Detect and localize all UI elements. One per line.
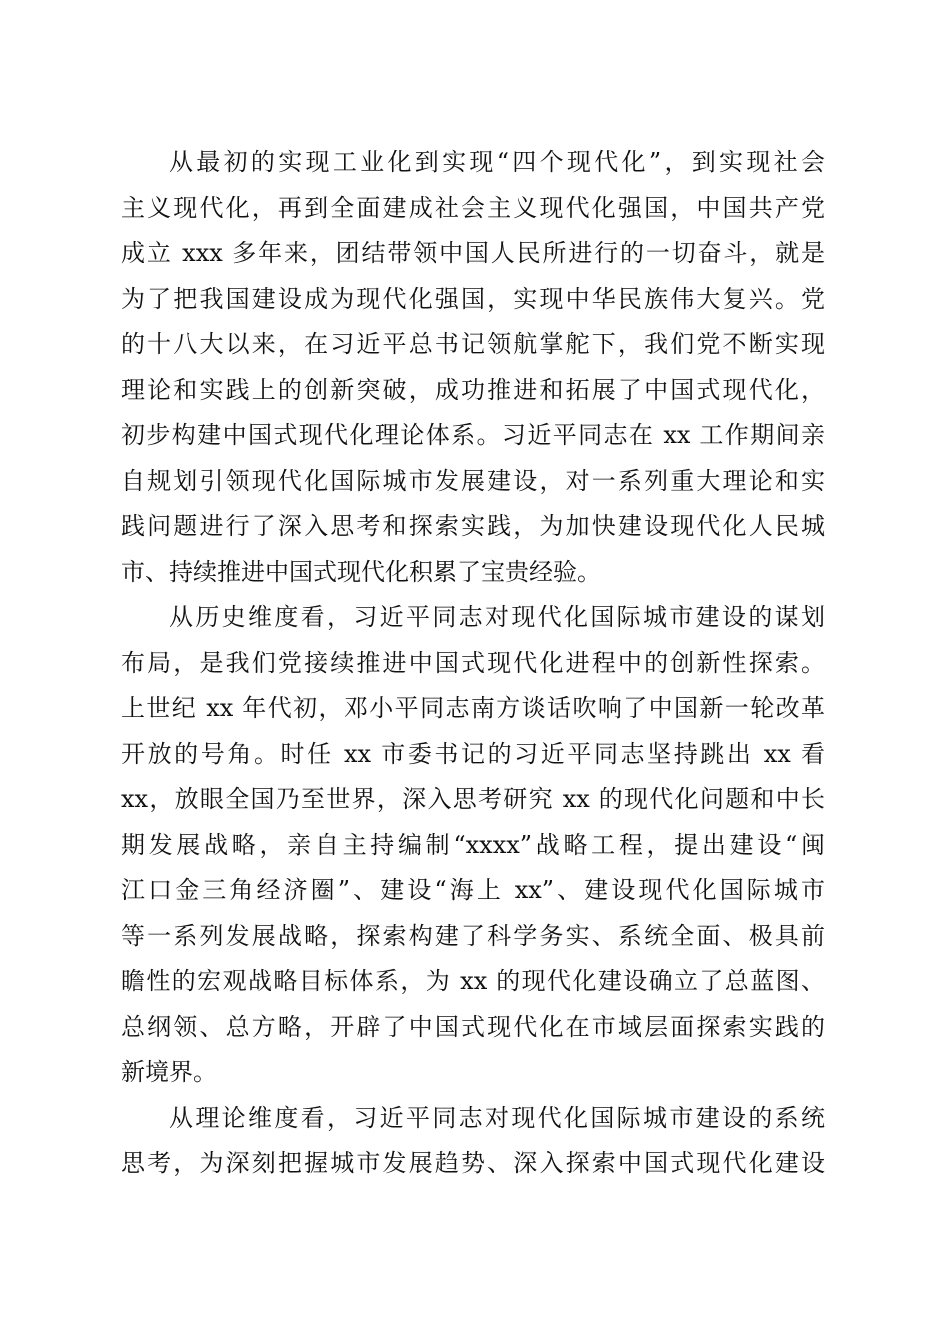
- text-line: 上世纪 xx 年代初，邓小平同志南方谈话吹响了中国新一轮改革: [121, 694, 825, 722]
- text-line: 思考，为深刻把握城市发展趋势、深入探索中国式现代化建设: [121, 1149, 825, 1177]
- text-line: 布局，是我们党接续推进中国式现代化进程中的创新性探索。: [121, 648, 825, 677]
- text-line: 自规划引领现代化国际城市发展建设，对一系列重大理论和实: [121, 466, 825, 495]
- document-body: [121, 140, 825, 1187]
- text-line: 期发展战略，亲自主持编制“xxxx”战略工程，提出建设“闽: [121, 830, 825, 859]
- text-line: 等一系列发展战略，探索构建了科学务实、系统全面、极具前: [121, 921, 825, 950]
- text-line: 初步构建中国式现代化理论体系。习近平同志在 xx 工作期间亲: [121, 421, 825, 449]
- text-line: 江口金三角经济圈”、建设“海上 xx”、建设现代化国际城市: [121, 876, 825, 904]
- text-line: 开放的号角。时任 xx 市委书记的习近平同志坚持跳出 xx 看: [121, 739, 825, 768]
- text-line: 主义现代化，再到全面建成社会主义现代化强国，中国共产党: [121, 193, 825, 222]
- text-line: 从历史维度看，习近平同志对现代化国际城市建设的谋划: [169, 603, 825, 631]
- text-line: 的十八大以来，在习近平总书记领航掌舵下，我们党不断实现: [121, 330, 825, 358]
- text-line: 从理论维度看，习近平同志对现代化国际城市建设的系统: [169, 1103, 825, 1132]
- paragraph-2: [121, 595, 825, 1096]
- text-line: 新境界。: [121, 1058, 217, 1086]
- text-line: 瞻性的宏观战略目标体系，为 xx 的现代化建设确立了总蓝图、: [121, 967, 825, 995]
- text-line: 成立 xxx 多年来，团结带领中国人民所进行的一切奋斗，就是: [121, 239, 825, 267]
- text-line: 市、持续推进中国式现代化积累了宝贵经验。: [121, 557, 601, 586]
- text-line: 理论和实践上的创新突破，成功推进和拓展了中国式现代化，: [121, 375, 825, 404]
- text-line: 从最初的实现工业化到实现“四个现代化”，到实现社会: [169, 148, 825, 176]
- text-line: 总纲领、总方略，开辟了中国式现代化在市域层面探索实践的: [121, 1012, 825, 1041]
- paragraph-3: [121, 1096, 825, 1187]
- text-line: 为了把我国建设成为现代化强国，实现中华民族伟大复兴。党: [121, 284, 825, 313]
- text-line: 践问题进行了深入思考和探索实践，为加快建设现代化人民城: [121, 512, 825, 540]
- text-line: xx，放眼全国乃至世界，深入思考研究 xx 的现代化问题和中长: [121, 785, 825, 813]
- paragraph-1: [121, 140, 825, 595]
